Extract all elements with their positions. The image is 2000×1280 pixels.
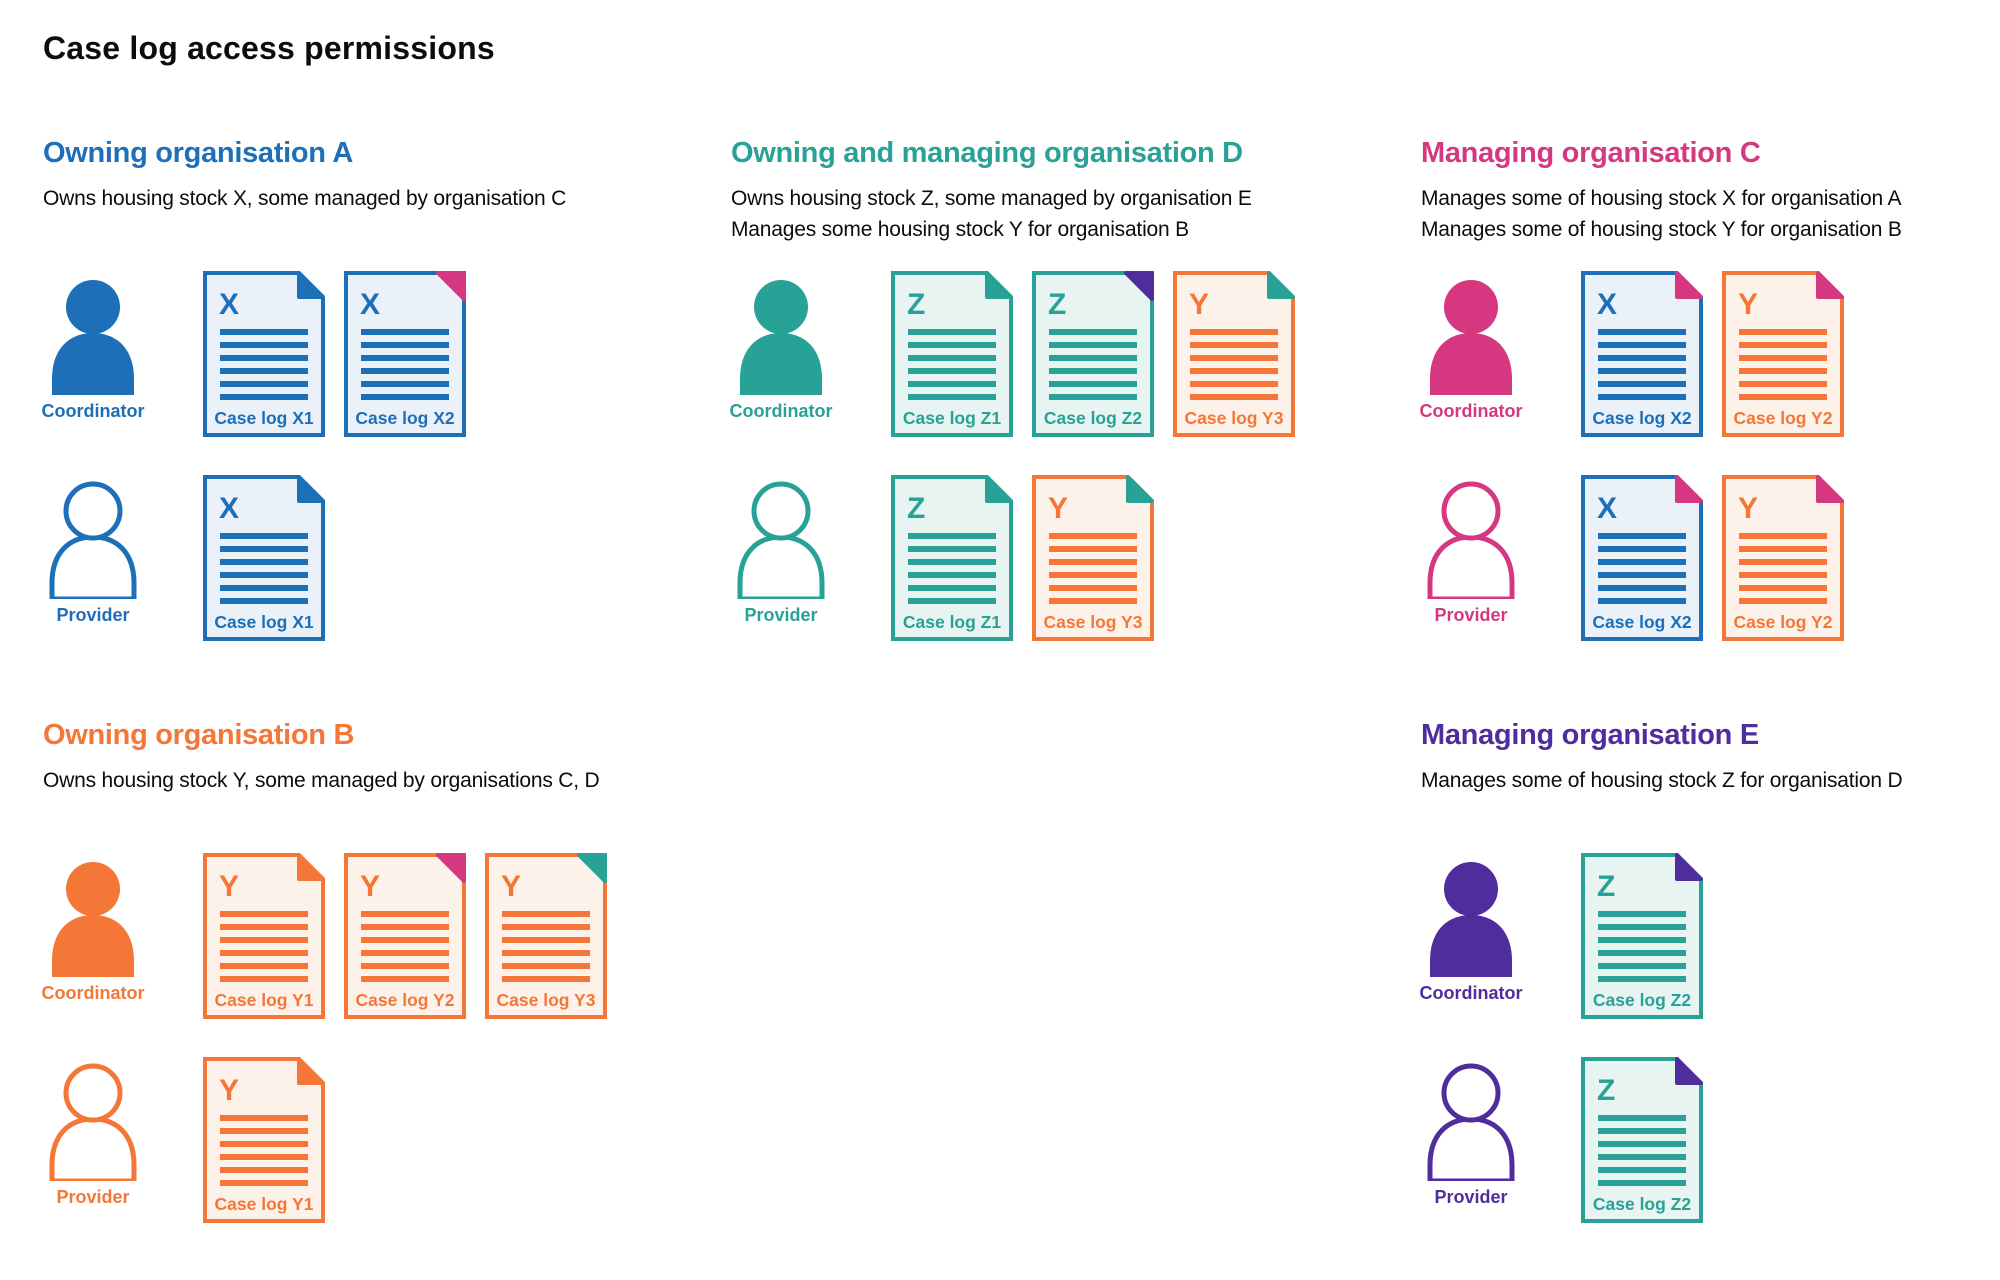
doc-label: Case log Y2 xyxy=(355,990,455,1010)
person-body xyxy=(52,537,134,599)
doc-fold-icon xyxy=(1818,477,1842,501)
person-head xyxy=(1444,280,1498,334)
role-label: Coordinator xyxy=(41,983,145,1003)
person-head xyxy=(1444,484,1498,538)
doc-letter: Z xyxy=(907,492,926,525)
section-description-line: Manages some of housing stock Z for organisation D xyxy=(1421,769,1903,792)
case-log-doc xyxy=(1173,271,1295,437)
doc-fold-icon xyxy=(299,855,323,879)
case-log-doc-icon xyxy=(891,475,1013,641)
role-label: Provider xyxy=(1434,605,1508,625)
case-log-doc-icon xyxy=(1722,475,1844,641)
person-body xyxy=(1430,537,1512,599)
coordinator-figure xyxy=(1425,277,1517,395)
case-log-doc-icon xyxy=(203,271,325,437)
case-log-doc-icon xyxy=(485,853,607,1019)
doc-label: Case log Y2 xyxy=(1733,408,1833,428)
provider-icon xyxy=(1425,1063,1517,1181)
case-log-doc xyxy=(344,271,466,437)
case-log-doc-icon xyxy=(1581,271,1703,437)
doc-fold-icon xyxy=(1677,273,1701,297)
doc-fold-icon xyxy=(299,273,323,297)
case-log-doc-icon xyxy=(1032,271,1154,437)
coordinator-row xyxy=(43,271,643,446)
doc-letter: Y xyxy=(1189,288,1210,321)
section-managing-organisation-c xyxy=(1419,137,2000,703)
role-label: Coordinator xyxy=(41,401,145,421)
section-heading: Owning organisation A xyxy=(43,137,354,169)
case-log-doc xyxy=(1581,853,1703,1019)
doc-label: Case log Y3 xyxy=(1043,612,1143,632)
person-head xyxy=(66,862,120,916)
doc-label: Case log X1 xyxy=(214,408,314,428)
coordinator-figure xyxy=(47,859,139,977)
case-log-doc xyxy=(203,853,325,1019)
case-log-doc xyxy=(485,853,607,1019)
doc-label: Case log Z2 xyxy=(1592,990,1692,1010)
case-log-doc-icon xyxy=(344,271,466,437)
doc-letter: X xyxy=(1597,288,1618,321)
person-body xyxy=(740,333,822,395)
role-label: Coordinator xyxy=(729,401,833,421)
provider-figure xyxy=(1425,481,1517,599)
case-log-doc xyxy=(203,475,325,641)
case-log-doc-icon xyxy=(203,475,325,641)
doc-label: Case log Z2 xyxy=(1043,408,1143,428)
doc-fold-icon xyxy=(1818,273,1842,297)
case-log-doc xyxy=(1722,271,1844,437)
coordinator-row xyxy=(43,853,643,1028)
case-log-doc xyxy=(1581,1057,1703,1223)
section-heading: Managing organisation C xyxy=(1421,137,1761,169)
coordinator-figure xyxy=(735,277,827,395)
coordinator-row xyxy=(731,271,1331,446)
doc-label: Case log Y3 xyxy=(496,990,596,1010)
provider-figure xyxy=(1425,1063,1517,1181)
case-log-doc-icon xyxy=(1032,475,1154,641)
section-owning-and-managing-organisation-d xyxy=(729,137,1331,703)
coordinator-figure xyxy=(1425,859,1517,977)
doc-letter: X xyxy=(360,288,381,321)
doc-label: Case log X1 xyxy=(214,612,314,632)
doc-fold-icon xyxy=(1677,477,1701,501)
case-log-doc xyxy=(891,271,1013,437)
doc-label: Case log Y1 xyxy=(214,1194,314,1214)
person-head xyxy=(66,484,120,538)
doc-letter: X xyxy=(219,492,240,525)
doc-letter: Y xyxy=(501,870,522,903)
section-description-line: Manages some of housing stock Y for organisation B xyxy=(1421,218,1902,241)
coordinator-icon xyxy=(735,277,827,395)
doc-fold-icon xyxy=(987,477,1011,501)
person-head xyxy=(66,1066,120,1120)
provider-row xyxy=(1421,475,2000,650)
case-log-doc-icon xyxy=(1173,271,1295,437)
provider-icon xyxy=(735,481,827,599)
doc-label: Case log Y2 xyxy=(1733,612,1833,632)
doc-letter: Z xyxy=(1048,288,1067,321)
coordinator-row xyxy=(1421,853,2000,1028)
provider-row xyxy=(1421,1057,2000,1232)
case-log-doc xyxy=(1722,475,1844,641)
doc-fold-icon xyxy=(299,1059,323,1083)
doc-label: Case log Z1 xyxy=(902,408,1002,428)
case-log-doc-icon xyxy=(1581,853,1703,1019)
coordinator-icon xyxy=(1425,277,1517,395)
doc-letter: Y xyxy=(219,870,240,903)
section-description-line: Manages some housing stock Y for organisation B xyxy=(731,218,1189,241)
coordinator-figure xyxy=(47,277,139,395)
doc-fold-icon xyxy=(987,273,1011,297)
role-label: Coordinator xyxy=(1419,401,1523,421)
person-body xyxy=(1430,333,1512,395)
case-log-doc-icon xyxy=(1581,475,1703,641)
doc-letter: Y xyxy=(1048,492,1069,525)
coordinator-icon xyxy=(1425,859,1517,977)
doc-label: Case log Y1 xyxy=(214,990,314,1010)
case-log-doc xyxy=(1032,475,1154,641)
doc-fold-icon xyxy=(299,477,323,501)
case-log-doc-icon xyxy=(891,271,1013,437)
section-managing-organisation-e xyxy=(1419,719,2000,1280)
provider-row xyxy=(731,475,1331,650)
section-description-line: Owns housing stock X, some managed by organisation C xyxy=(43,187,567,210)
person-body xyxy=(1430,915,1512,977)
provider-figure xyxy=(735,481,827,599)
role-label: Provider xyxy=(56,1187,130,1207)
doc-letter: Y xyxy=(1738,492,1759,525)
person-head xyxy=(754,484,808,538)
page-title: Case log access permissions xyxy=(43,30,495,66)
person-body xyxy=(1430,1119,1512,1181)
provider-figure xyxy=(47,1063,139,1181)
doc-letter: Y xyxy=(360,870,381,903)
doc-fold-icon xyxy=(1677,1059,1701,1083)
doc-letter: Z xyxy=(1597,870,1616,903)
person-body xyxy=(740,537,822,599)
person-body xyxy=(52,333,134,395)
section-heading: Managing organisation E xyxy=(1421,719,1759,751)
coordinator-icon xyxy=(47,277,139,395)
person-head xyxy=(1444,862,1498,916)
section-description-line: Owns housing stock Y, some managed by organisations C, D xyxy=(43,769,600,792)
doc-label: Case log Z2 xyxy=(1592,1194,1692,1214)
provider-icon xyxy=(47,1063,139,1181)
section-description-line: Owns housing stock Z, some managed by organisation E xyxy=(731,187,1252,210)
role-label: Provider xyxy=(56,605,130,625)
case-log-doc-icon xyxy=(1722,271,1844,437)
section-owning-organisation-b xyxy=(41,719,643,1280)
case-log-doc xyxy=(203,1057,325,1223)
case-log-doc-icon xyxy=(344,853,466,1019)
doc-letter: Z xyxy=(907,288,926,321)
case-log-doc xyxy=(1581,271,1703,437)
case-log-doc xyxy=(344,853,466,1019)
section-owning-organisation-a xyxy=(41,137,643,703)
section-heading: Owning organisation B xyxy=(43,719,355,751)
doc-label: Case log X2 xyxy=(1592,612,1692,632)
provider-row xyxy=(43,1057,643,1232)
doc-label: Case log Z1 xyxy=(902,612,1002,632)
doc-label: Case log Y3 xyxy=(1184,408,1284,428)
case-log-doc-icon xyxy=(203,1057,325,1223)
doc-fold-icon xyxy=(1128,477,1152,501)
doc-letter: Y xyxy=(219,1074,240,1107)
coordinator-icon xyxy=(47,859,139,977)
person-body xyxy=(52,915,134,977)
section-description-line: Manages some of housing stock X for organisation A xyxy=(1421,187,1902,210)
person-head xyxy=(1444,1066,1498,1120)
doc-fold-icon xyxy=(1677,855,1701,879)
doc-letter: X xyxy=(219,288,240,321)
role-label: Provider xyxy=(744,605,818,625)
provider-row xyxy=(43,475,643,650)
case-log-doc xyxy=(891,475,1013,641)
case-log-doc xyxy=(203,271,325,437)
case-log-doc-icon xyxy=(1581,1057,1703,1223)
case-log-doc xyxy=(1581,475,1703,641)
person-head xyxy=(754,280,808,334)
doc-letter: X xyxy=(1597,492,1618,525)
case-log-doc-icon xyxy=(203,853,325,1019)
section-heading: Owning and managing organisation D xyxy=(731,137,1243,169)
doc-letter: Z xyxy=(1597,1074,1616,1107)
coordinator-row xyxy=(1421,271,2000,446)
provider-icon xyxy=(1425,481,1517,599)
role-label: Coordinator xyxy=(1419,983,1523,1003)
doc-label: Case log X2 xyxy=(355,408,455,428)
doc-fold-icon xyxy=(1269,273,1293,297)
person-head xyxy=(66,280,120,334)
role-label: Provider xyxy=(1434,1187,1508,1207)
doc-letter: Y xyxy=(1738,288,1759,321)
provider-figure xyxy=(47,481,139,599)
person-body xyxy=(52,1119,134,1181)
case-log-doc xyxy=(1032,271,1154,437)
provider-icon xyxy=(47,481,139,599)
doc-label: Case log X2 xyxy=(1592,408,1692,428)
